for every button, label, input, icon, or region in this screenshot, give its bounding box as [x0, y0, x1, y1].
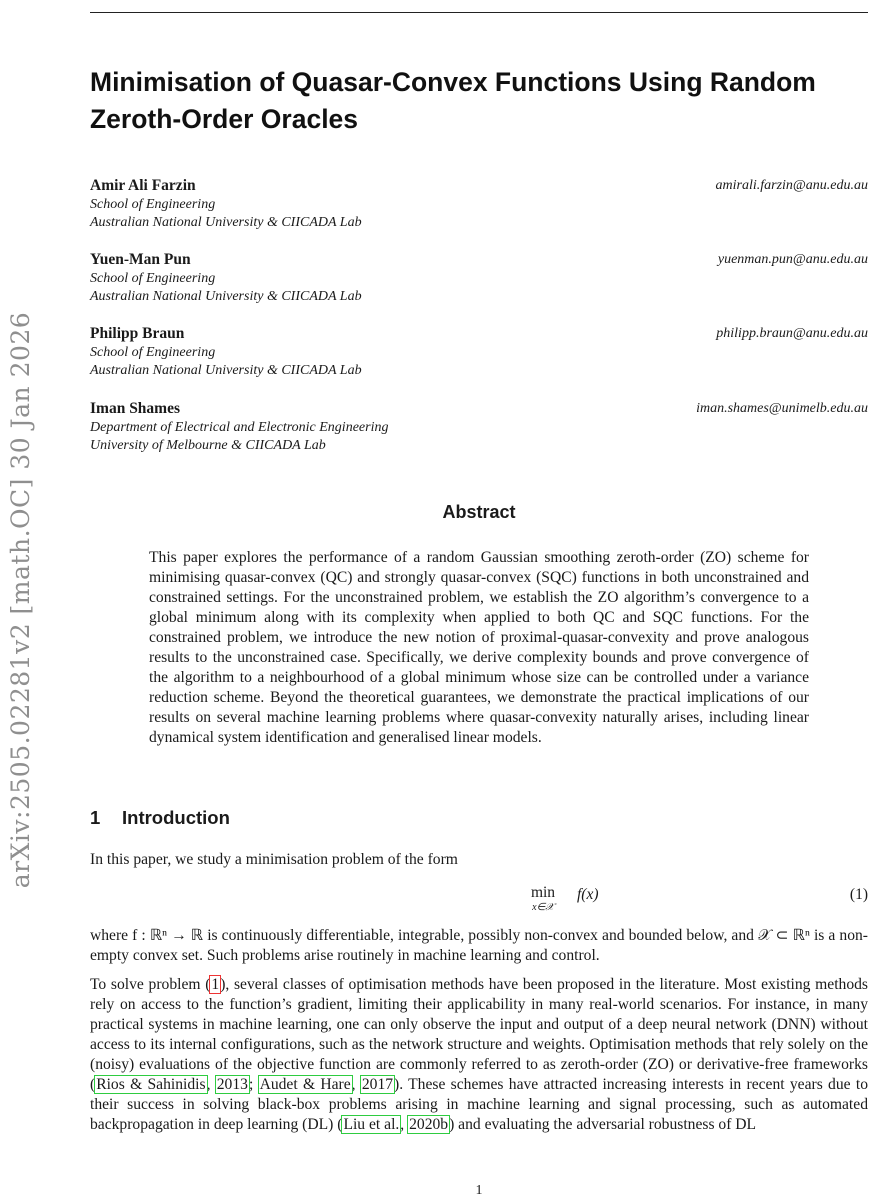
author-name: Philipp Braun	[90, 325, 185, 342]
section-number: 1	[90, 807, 101, 828]
author-email[interactable]: iman.shames@unimelb.edu.au	[696, 401, 868, 416]
equation-ref-link[interactable]: 1	[211, 976, 220, 993]
equation-min-operator	[528, 884, 558, 913]
author-block	[90, 177, 868, 233]
paragraph-text: ). These schemes have attracted increasing interests in recent years due to their success in solving black-box problems arising in machine learning and signal processing, such as automated backpropagation in deep learning (DL) (	[90, 1076, 868, 1133]
author-name: Yuen-Man Pun	[90, 251, 191, 268]
author-affiliation: Australian National University & CIICADA Lab	[90, 215, 362, 230]
equation-label: (1)	[849, 886, 868, 903]
arxiv-stamp: arXiv:2505.02281v2 [math.OC] 30 Jan 2026	[6, 311, 35, 889]
author-email[interactable]: yuenman.pun@anu.edu.au	[717, 252, 868, 267]
author-block	[90, 400, 868, 456]
author-email[interactable]: amirali.farzin@anu.edu.au	[715, 178, 868, 193]
equation-expression: f(x)	[577, 886, 599, 903]
top-rule	[90, 12, 868, 13]
intro-paragraph-1: In this paper, we study a minimisation problem of the form	[90, 851, 458, 868]
author-block	[90, 325, 868, 381]
citation-link[interactable]: Liu et al.	[343, 1116, 400, 1133]
page-number: 1	[475, 1183, 483, 1198]
citation-link[interactable]: Rios & Sahinidis	[96, 1076, 206, 1093]
author-affiliation: Australian National University & CIICADA Lab	[90, 363, 362, 378]
section-heading	[90, 807, 230, 829]
author-affiliation: Department of Electrical and Electronic Engineering	[90, 419, 389, 435]
author-name: Amir Ali Farzin	[90, 177, 196, 194]
citation-link[interactable]: 2017	[361, 1076, 394, 1093]
paragraph-text: ,	[351, 1076, 361, 1093]
author-affiliation: University of Melbourne & CIICADA Lab	[90, 438, 326, 453]
citation-link[interactable]: Audet & Hare	[259, 1076, 351, 1093]
author-affiliation: School of Engineering	[90, 344, 216, 360]
paragraph-text: To solve problem (	[90, 976, 211, 993]
equation-1	[90, 884, 868, 918]
section-title: Introduction	[122, 807, 230, 828]
abstract-text: This paper explores the performance of a random Gaussian smoothing zeroth-order (ZO) scheme for minimising quasar-convex (QC) and strongly quasar-convex (SQC) functions in both unconstrained and constrained settings. For the unconstrained problem, we establish the ZO algorithm’s convergence to a global minimum along with its complexity when applied to both QC and SQC functions. For the constrained problem, we introduce the new notion of proximal-quasar-convexity and prove analogous results to the unconstrained case. Specifically, we derive complexity bounds and prove convergence of the algorithm to a neighbourhood of a global minimum whose size can be controlled under a variance reduction scheme. Beyond the theoretical guarantees, we demonstrate the practical implications of our results on several machine learning problems where quasar-convexity naturally arises, including linear dynamical system identification and generalised linear models.	[149, 549, 809, 746]
author-affiliation: School of Engineering	[90, 196, 216, 212]
author-email[interactable]: philipp.braun@anu.edu.au	[716, 326, 868, 341]
citation-link[interactable]: 2013	[216, 1076, 248, 1093]
paragraph-text: ), several classes of optimisation methods have been proposed in the literature. Most existing methods rely on access to the function’s gradient, limiting their applicability in many real-world scenarios. For instance, in many practical systems in machine learning, one can only observe the input and output of a deep neural network (DNN) without access to its internal configurations, such as the network structure and weights. Optimisation methods that rely solely on the (noisy) evaluations of the objective function are commonly referred to as zeroth-order (ZO) or derivative-free frameworks (	[90, 976, 868, 1093]
paragraph-text: ,	[206, 1076, 216, 1093]
equation-op: min	[530, 884, 556, 901]
intro-paragraph-2: where f : ℝⁿ → ℝ is continuously differentiable, integrable, possibly non-convex and bounded below, and 𝒳 ⊂ ℝⁿ is a non-empty convex set. Such problems arise routinely in machine learning and control.	[90, 927, 868, 964]
author-affiliation: School of Engineering	[90, 270, 216, 286]
equation-subscript: x∈𝒳	[532, 902, 554, 913]
paragraph-text: ;	[248, 1076, 259, 1093]
abstract-heading: Abstract	[442, 502, 516, 522]
paragraph-text: ) and evaluating the adversarial robustness of DL	[449, 1116, 757, 1133]
paper-title: Minimisation of Quasar-Convex Functions Using Random Zeroth-Order Oracles	[90, 67, 816, 134]
author-affiliation: Australian National University & CIICADA Lab	[90, 289, 362, 304]
intro-paragraph-3	[90, 975, 868, 1135]
author-name: Iman Shames	[90, 400, 181, 417]
author-block	[90, 251, 868, 307]
citation-link[interactable]: 2020b	[409, 1116, 449, 1133]
paragraph-text: ,	[400, 1116, 409, 1133]
